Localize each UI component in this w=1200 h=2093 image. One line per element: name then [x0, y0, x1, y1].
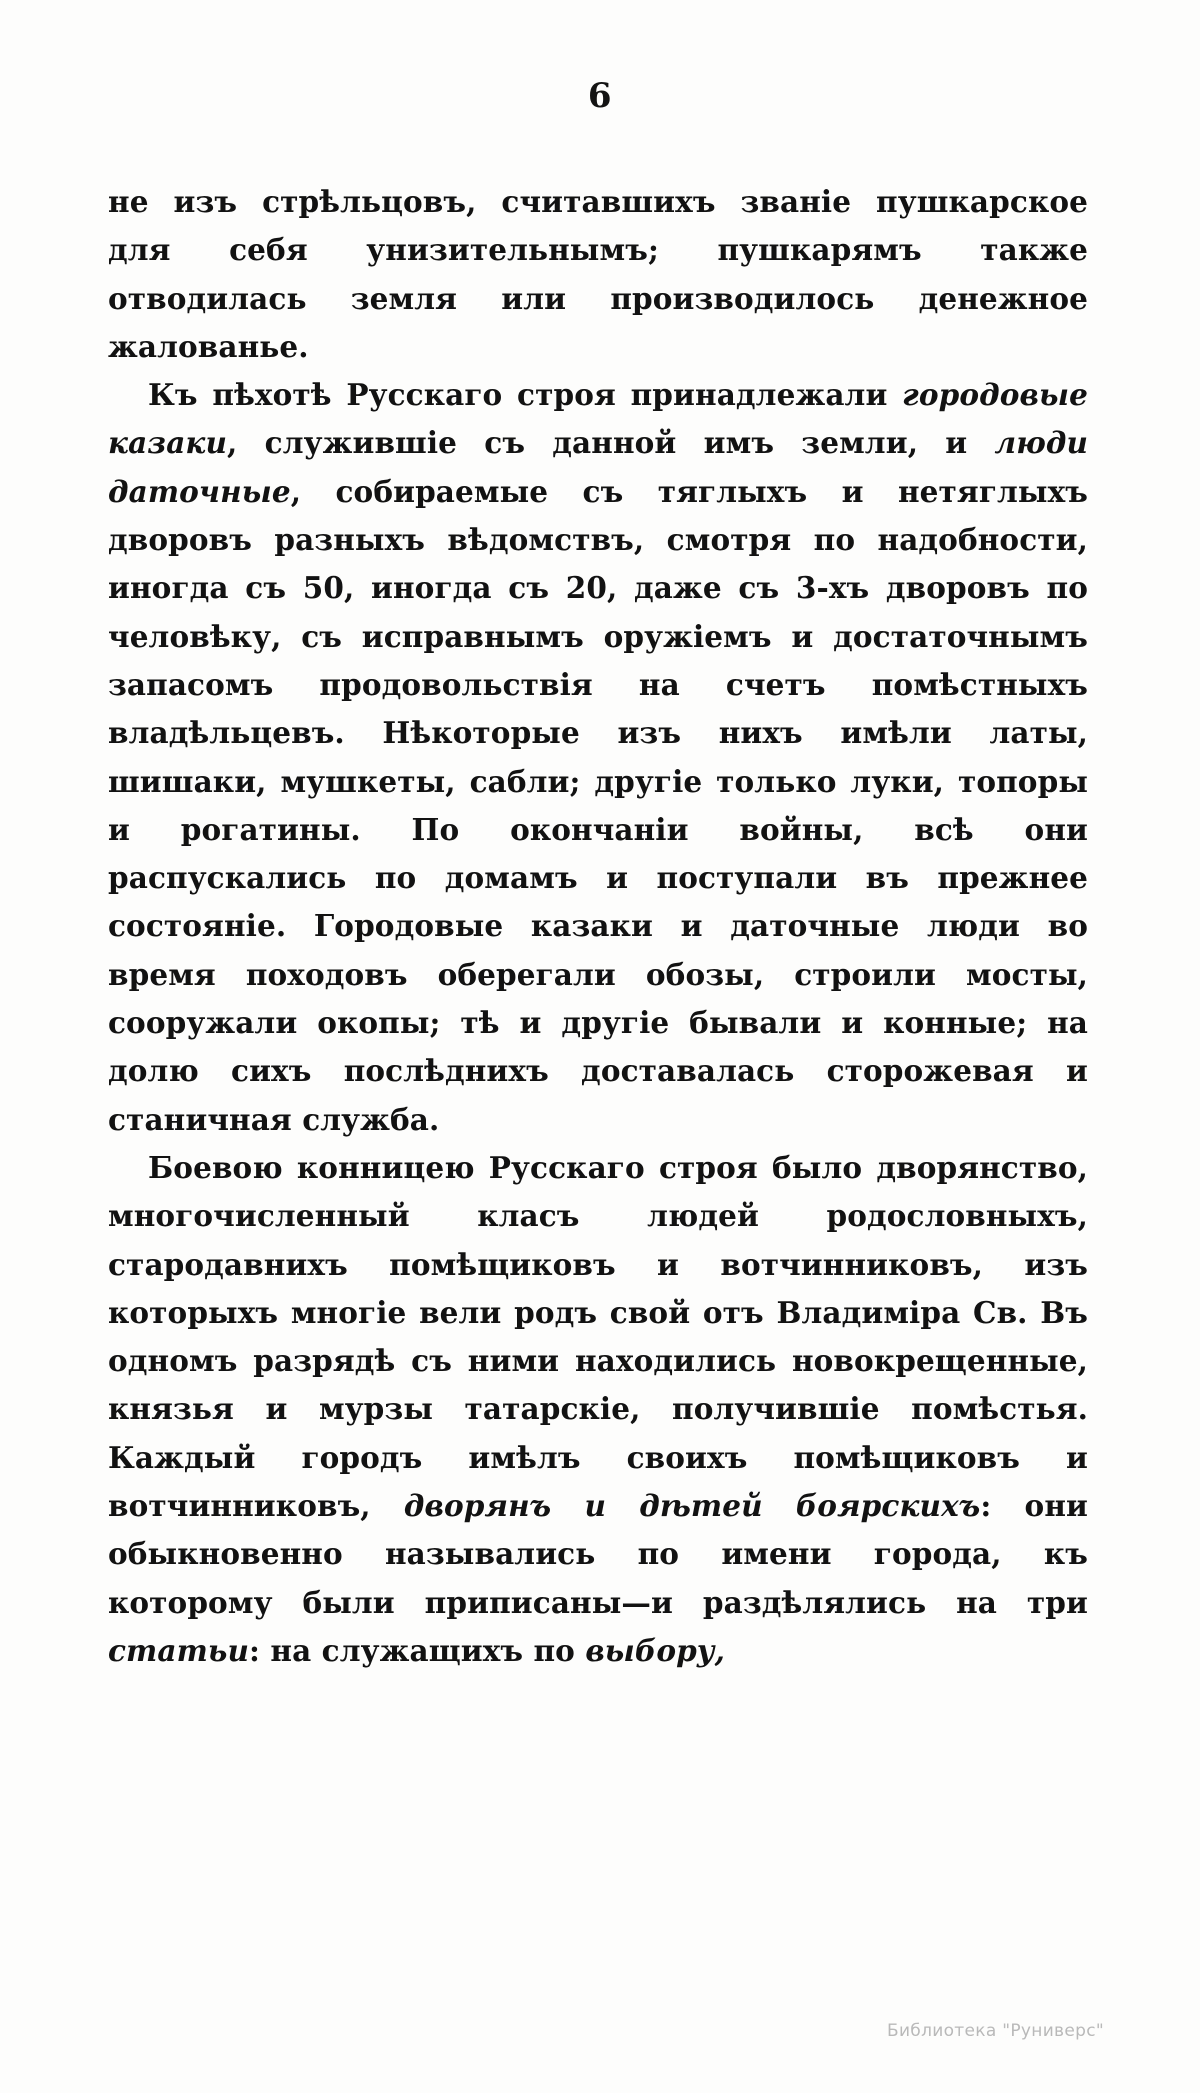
text-emphasis: дворянъ и дѣтей боярскихъ — [403, 1488, 981, 1524]
text-emphasis: статьи — [108, 1632, 250, 1668]
page-text-body — [108, 178, 1088, 1675]
text-emphasis: городовые казаки — [108, 377, 1088, 461]
library-watermark: Библиотека "Руниверс" — [887, 2021, 1104, 2041]
text-run: Боевою конницею Русскаго строя было дворянство, многочисленный класъ людей родословныхъ, стародавнихъ помѣщиковъ и вотчинниковъ, изъ которыхъ многіе вели родъ свой отъ Владиміра Св. Въ одномъ разрядѣ съ ними находились новокрещенные, князья и мурзы татарскіе, получившіе помѣстья. Каждый городъ имѣлъ своихъ помѣщиковъ и вотчинниковъ, — [108, 1149, 1088, 1524]
text-run: : они обыкновенно назывались по имени города, къ которому были приписаны—и раздѣлялись на три — [108, 1488, 1088, 1620]
paragraph-2 — [108, 371, 1088, 1144]
paragraph-1 — [108, 178, 1088, 371]
page-number: 6 — [587, 76, 613, 116]
text-emphasis: выбору, — [585, 1632, 725, 1668]
text-run: не изъ стрѣльцовъ, считавшихъ званіе пушкарское для себя унизительнымъ; пушкарямъ также отводилась земля или производилось денежное жалованье. — [108, 184, 1088, 364]
text-emphasis: люди даточные — [108, 425, 1088, 509]
text-run: , собираемые съ тяглыхъ и нетяглыхъ дворовъ разныхъ вѣдомствъ, смотря по надобности, иногда съ 50, иногда съ 20, даже съ 3-хъ дворовъ по человѣку, съ исправнымъ оружіемъ и достаточнымъ запасомъ продовольствія на счетъ помѣстныхъ владѣльцевъ. Нѣкоторые изъ нихъ имѣли латы, шишаки, мушкеты, сабли; другіе только луки, топоры и рогатины. По окончаніи войны, всѣ они распускались по домамъ и поступали въ прежнее состояніе. Городовые казаки и даточные люди во время походовъ оберегали обозы, строили мосты, сооружали окопы; тѣ и другіе бывали и конные; на долю сихъ послѣднихъ доставалась сторожевая и станичная служба. — [108, 473, 1088, 1137]
text-run: , служившіе съ данной имъ земли, и — [227, 425, 995, 461]
text-run: : на служащихъ по — [249, 1632, 586, 1668]
paragraph-3 — [108, 1144, 1088, 1675]
text-run: Къ пѣхотѣ Русскаго строя принадлежали — [148, 377, 903, 413]
